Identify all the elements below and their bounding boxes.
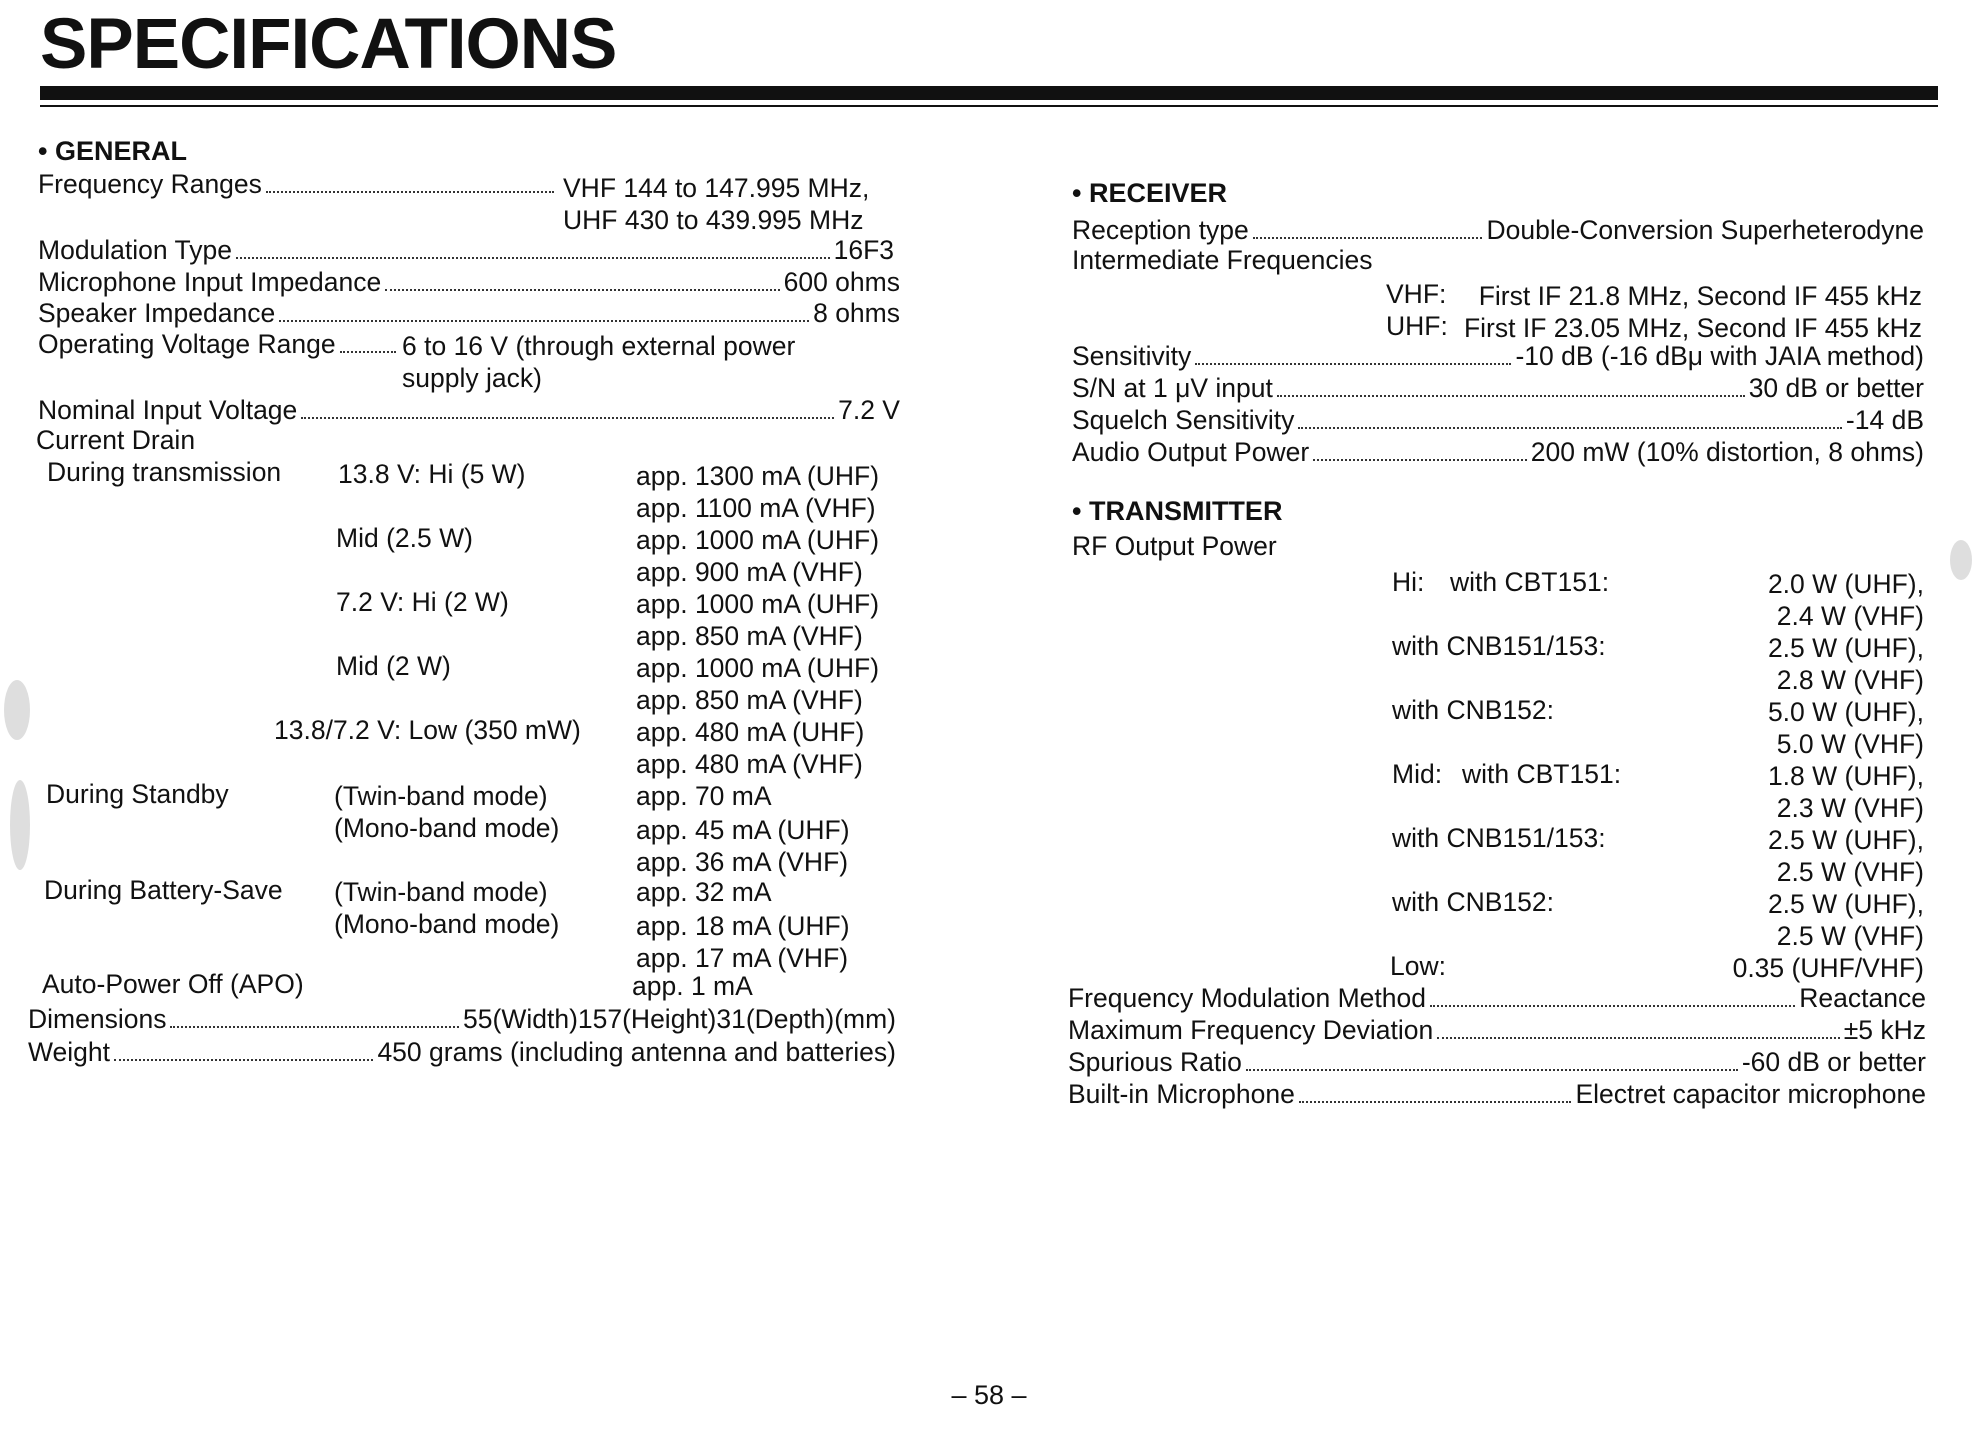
builtin-mic-value: Electret capacitor microphone xyxy=(1575,1079,1926,1109)
if-label: Intermediate Frequencies xyxy=(1072,245,1373,275)
if-uhf-value: First IF 23.05 MHz, Second IF 455 kHz xyxy=(1463,313,1922,343)
hi-cbt151-label: with CBT151: xyxy=(1450,567,1610,597)
max-deviation-row xyxy=(1068,1014,1926,1046)
weight-label: Weight xyxy=(28,1037,110,1067)
mid-cnb151-uhf: 2.5 W (UHF), xyxy=(1767,825,1924,855)
mid-cnb151-label: with CNB151/153: xyxy=(1392,823,1606,853)
tx-low-vhf: app. 480 mA (VHF) xyxy=(636,749,863,779)
hi-cnb151-vhf: 2.8 W (VHF) xyxy=(1776,665,1924,695)
spurious-label: Spurious Ratio xyxy=(1068,1047,1242,1077)
tx-72-mid: Mid (2 W) xyxy=(336,651,451,681)
tx-138-mid-vhf: app. 900 mA (VHF) xyxy=(636,557,863,587)
hi-cbt151-uhf: 2.0 W (UHF), xyxy=(1767,569,1924,599)
bs-mono-uhf: app. 18 mA (UHF) xyxy=(636,911,850,941)
audio-output-value: 200 mW (10% distortion, 8 ohms) xyxy=(1530,437,1924,467)
if-uhf-label: UHF: xyxy=(1386,311,1448,341)
dimensions-label: Dimensions xyxy=(28,1004,167,1034)
squelch-row xyxy=(1072,404,1924,436)
if-vhf-label: VHF: xyxy=(1386,279,1447,309)
mic-impedance-row xyxy=(38,266,900,298)
bs-twin-label: (Twin-band mode) xyxy=(334,877,548,907)
hi-cnb151-uhf: 2.5 W (UHF), xyxy=(1767,633,1924,663)
mid-cbt151-uhf: 1.8 W (UHF), xyxy=(1767,761,1924,791)
tx-138-mid-uhf: app. 1000 mA (UHF) xyxy=(636,525,880,555)
modulation-type-value: 16F3 xyxy=(833,235,894,265)
frequency-ranges-row xyxy=(38,168,558,200)
squelch-value: -14 dB xyxy=(1845,405,1924,435)
speaker-impedance-value: 8 ohms xyxy=(813,298,900,328)
weight-row xyxy=(28,1036,896,1068)
hi-cbt151-vhf: 2.4 W (VHF) xyxy=(1776,601,1924,631)
max-deviation-label: Maximum Frequency Deviation xyxy=(1068,1015,1434,1045)
frequency-ranges-uhf: UHF 430 to 439.995 MHz xyxy=(563,205,864,235)
spurious-row xyxy=(1068,1046,1926,1078)
page-number: – 58 – xyxy=(951,1380,1027,1410)
bs-twin-value: app. 32 mA xyxy=(636,877,772,907)
page-title: SPECIFICATIONS xyxy=(40,5,617,84)
during-battery-save-label: During Battery-Save xyxy=(44,875,283,905)
tx-hi-label: Hi: xyxy=(1392,567,1425,597)
operating-voltage-label: Operating Voltage Range xyxy=(38,329,336,359)
reception-type-value: Double-Conversion Superheterodyne xyxy=(1486,215,1924,245)
nominal-voltage-row xyxy=(38,394,900,426)
tx-138-hi-vhf: app. 1100 mA (VHF) xyxy=(636,493,876,523)
tx-low: 13.8/7.2 V: Low (350 mW) xyxy=(274,715,581,745)
transmitter-heading: • TRANSMITTER xyxy=(1072,496,1283,526)
mid-cbt151-vhf: 2.3 W (VHF) xyxy=(1776,793,1924,823)
max-deviation-value: ±5 kHz xyxy=(1843,1015,1926,1045)
mid-cnb151-vhf: 2.5 W (VHF) xyxy=(1776,857,1924,887)
apo-label: Auto-Power Off (APO) xyxy=(42,969,304,999)
standby-twin-value: app. 70 mA xyxy=(636,781,772,811)
sn-row xyxy=(1072,372,1924,404)
sensitivity-value: -10 dB (-16 dBμ with JAIA method) xyxy=(1515,341,1924,371)
frequency-ranges-vhf: VHF 144 to 147.995 MHz, xyxy=(563,173,870,203)
tx-138-mid: Mid (2.5 W) xyxy=(336,523,473,553)
nominal-voltage-label: Nominal Input Voltage xyxy=(38,395,298,425)
operating-voltage-value-2: supply jack) xyxy=(402,363,542,393)
speaker-impedance-row xyxy=(38,297,900,329)
spurious-value: -60 dB or better xyxy=(1741,1047,1926,1077)
standby-twin-label: (Twin-band mode) xyxy=(334,781,548,811)
tx-72-mid-vhf: app. 850 mA (VHF) xyxy=(636,685,863,715)
rf-output-label: RF Output Power xyxy=(1072,531,1277,561)
mic-impedance-value: 600 ohms xyxy=(783,267,900,297)
dimensions-value: 55(Width)157(Height)31(Depth)(mm) xyxy=(463,1004,896,1034)
scan-noise xyxy=(10,780,30,870)
during-standby-label: During Standby xyxy=(46,779,229,809)
mid-cnb152-label: with CNB152: xyxy=(1392,887,1555,917)
nominal-voltage-value: 7.2 V xyxy=(838,395,900,425)
receiver-heading: • RECEIVER xyxy=(1072,178,1227,208)
scan-noise xyxy=(1950,540,1972,580)
scan-noise xyxy=(4,680,30,740)
hi-cnb151-label: with CNB151/153: xyxy=(1392,631,1606,661)
general-heading: • GENERAL xyxy=(38,136,187,166)
sn-label: S/N at 1 μV input xyxy=(1072,373,1273,403)
standby-mono-label: (Mono-band mode) xyxy=(334,813,560,843)
modulation-type-row xyxy=(38,234,894,266)
sn-value: 30 dB or better xyxy=(1748,373,1924,403)
standby-mono-uhf: app. 45 mA (UHF) xyxy=(636,815,850,845)
fm-method-label: Frequency Modulation Method xyxy=(1068,983,1426,1013)
tx-72-hi: 7.2 V: Hi (2 W) xyxy=(336,587,509,617)
mid-cnb152-uhf: 2.5 W (UHF), xyxy=(1767,889,1924,919)
tx-low-uhf: app. 480 mA (UHF) xyxy=(636,717,865,747)
standby-mono-vhf: app. 36 mA (VHF) xyxy=(636,847,849,877)
sensitivity-row xyxy=(1072,340,1924,372)
reception-type-row xyxy=(1072,214,1924,246)
tx-138-hi: 13.8 V: Hi (5 W) xyxy=(338,459,526,489)
dimensions-row xyxy=(28,1003,896,1035)
squelch-label: Squelch Sensitivity xyxy=(1072,405,1295,435)
audio-output-label: Audio Output Power xyxy=(1072,437,1310,467)
title-rule-thin xyxy=(40,105,1938,107)
tx-72-hi-uhf: app. 1000 mA (UHF) xyxy=(636,589,880,619)
hi-cnb152-vhf: 5.0 W (VHF) xyxy=(1776,729,1924,759)
tx-mid-label: Mid: xyxy=(1392,759,1443,789)
reception-type-label: Reception type xyxy=(1072,215,1249,245)
audio-output-row xyxy=(1072,436,1924,468)
bs-mono-label: (Mono-band mode) xyxy=(334,909,560,939)
current-drain-label: Current Drain xyxy=(36,425,196,455)
tx-72-hi-vhf: app. 850 mA (VHF) xyxy=(636,621,863,651)
fm-method-value: Reactance xyxy=(1799,983,1926,1013)
hi-cnb152-uhf: 5.0 W (UHF), xyxy=(1767,697,1924,727)
sensitivity-label: Sensitivity xyxy=(1072,341,1192,371)
during-transmission-label: During transmission xyxy=(47,457,282,487)
frequency-ranges-label: Frequency Ranges xyxy=(38,169,262,199)
mic-impedance-label: Microphone Input Impedance xyxy=(38,267,382,297)
title-rule xyxy=(40,86,1938,100)
if-vhf-value: First IF 21.8 MHz, Second IF 455 kHz xyxy=(1478,281,1922,311)
speaker-impedance-label: Speaker Impedance xyxy=(38,298,276,328)
modulation-type-label: Modulation Type xyxy=(38,235,232,265)
operating-voltage-value: 6 to 16 V (through external power xyxy=(402,331,796,361)
mid-cbt151-label: with CBT151: xyxy=(1462,759,1622,789)
builtin-mic-row xyxy=(1068,1078,1926,1110)
tx-low-label: Low: xyxy=(1390,951,1446,981)
tx-138-hi-uhf: app. 1300 mA (UHF) xyxy=(636,461,880,491)
operating-voltage-row xyxy=(38,328,400,360)
hi-cnb152-label: with CNB152: xyxy=(1392,695,1555,725)
weight-value: 450 grams (including antenna and batteries) xyxy=(377,1037,896,1067)
mid-cnb152-vhf: 2.5 W (VHF) xyxy=(1776,921,1924,951)
tx-72-mid-uhf: app. 1000 mA (UHF) xyxy=(636,653,880,683)
fm-method-row xyxy=(1068,982,1926,1014)
apo-value: app. 1 mA xyxy=(632,971,753,1001)
bs-mono-vhf: app. 17 mA (VHF) xyxy=(636,943,849,973)
tx-low-value: 0.35 (UHF/VHF) xyxy=(1732,953,1924,983)
builtin-mic-label: Built-in Microphone xyxy=(1068,1079,1295,1109)
